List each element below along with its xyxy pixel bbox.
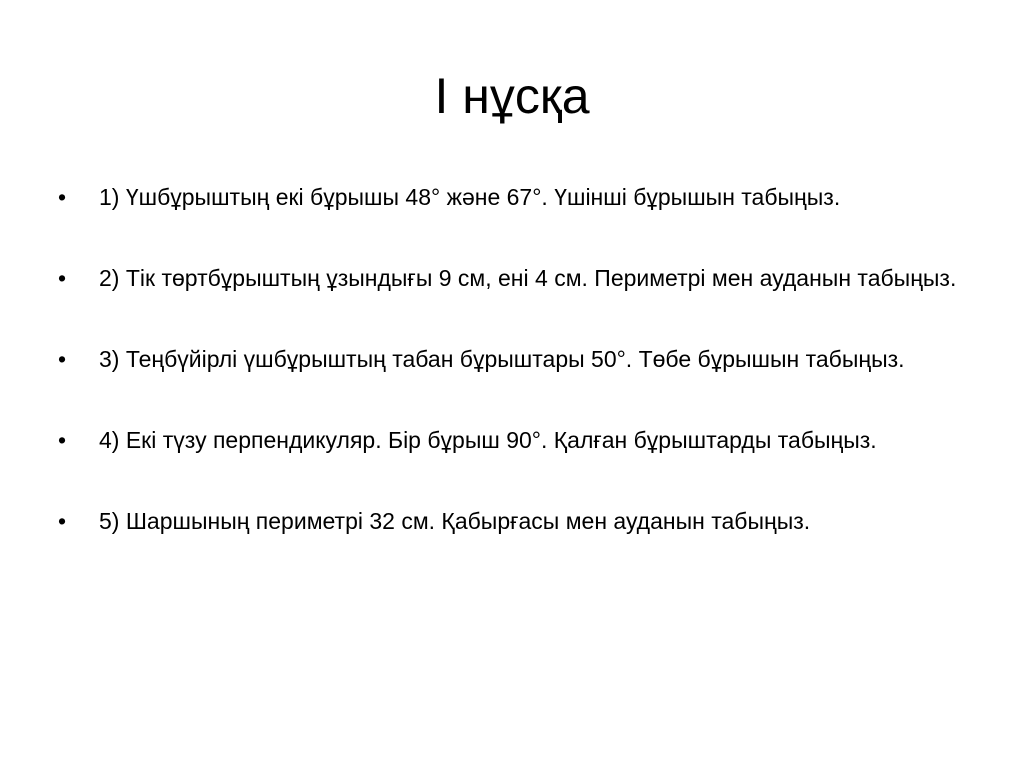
- task-text: 5) Шаршының периметрі 32 см. Қабырғасы мен ауданын табыңыз.: [99, 508, 811, 534]
- bullet-icon: •: [58, 346, 67, 372]
- bullet-icon: •: [58, 184, 67, 210]
- list-item: [58, 423, 978, 457]
- task-list: [58, 180, 978, 585]
- task-text: 3) Теңбүйірлі үшбұрыштың табан бұрыштары 50°. Төбе бұрышын табыңыз.: [99, 346, 905, 372]
- bullet-icon: •: [58, 265, 67, 291]
- list-item: [58, 180, 978, 214]
- slide-title: I нұсқа: [434, 68, 590, 124]
- task-text: 2) Тік төртбұрыштың ұзындығы 9 см, ені 4 см. Периметрі мен ауданын табыңыз.: [99, 265, 957, 291]
- task-text: 4) Екі түзу перпендикуляр. Бір бұрыш 90°. Қалған бұрыштарды табыңыз.: [99, 427, 877, 453]
- list-item: [58, 342, 978, 376]
- task-text: 1) Үшбұрыштың екі бұрышы 48° және 67°. Үшінші бұрышын табыңыз.: [99, 184, 841, 210]
- list-item: [58, 504, 978, 538]
- list-item: [58, 261, 978, 295]
- bullet-icon: •: [58, 508, 67, 534]
- bullet-icon: •: [58, 427, 67, 453]
